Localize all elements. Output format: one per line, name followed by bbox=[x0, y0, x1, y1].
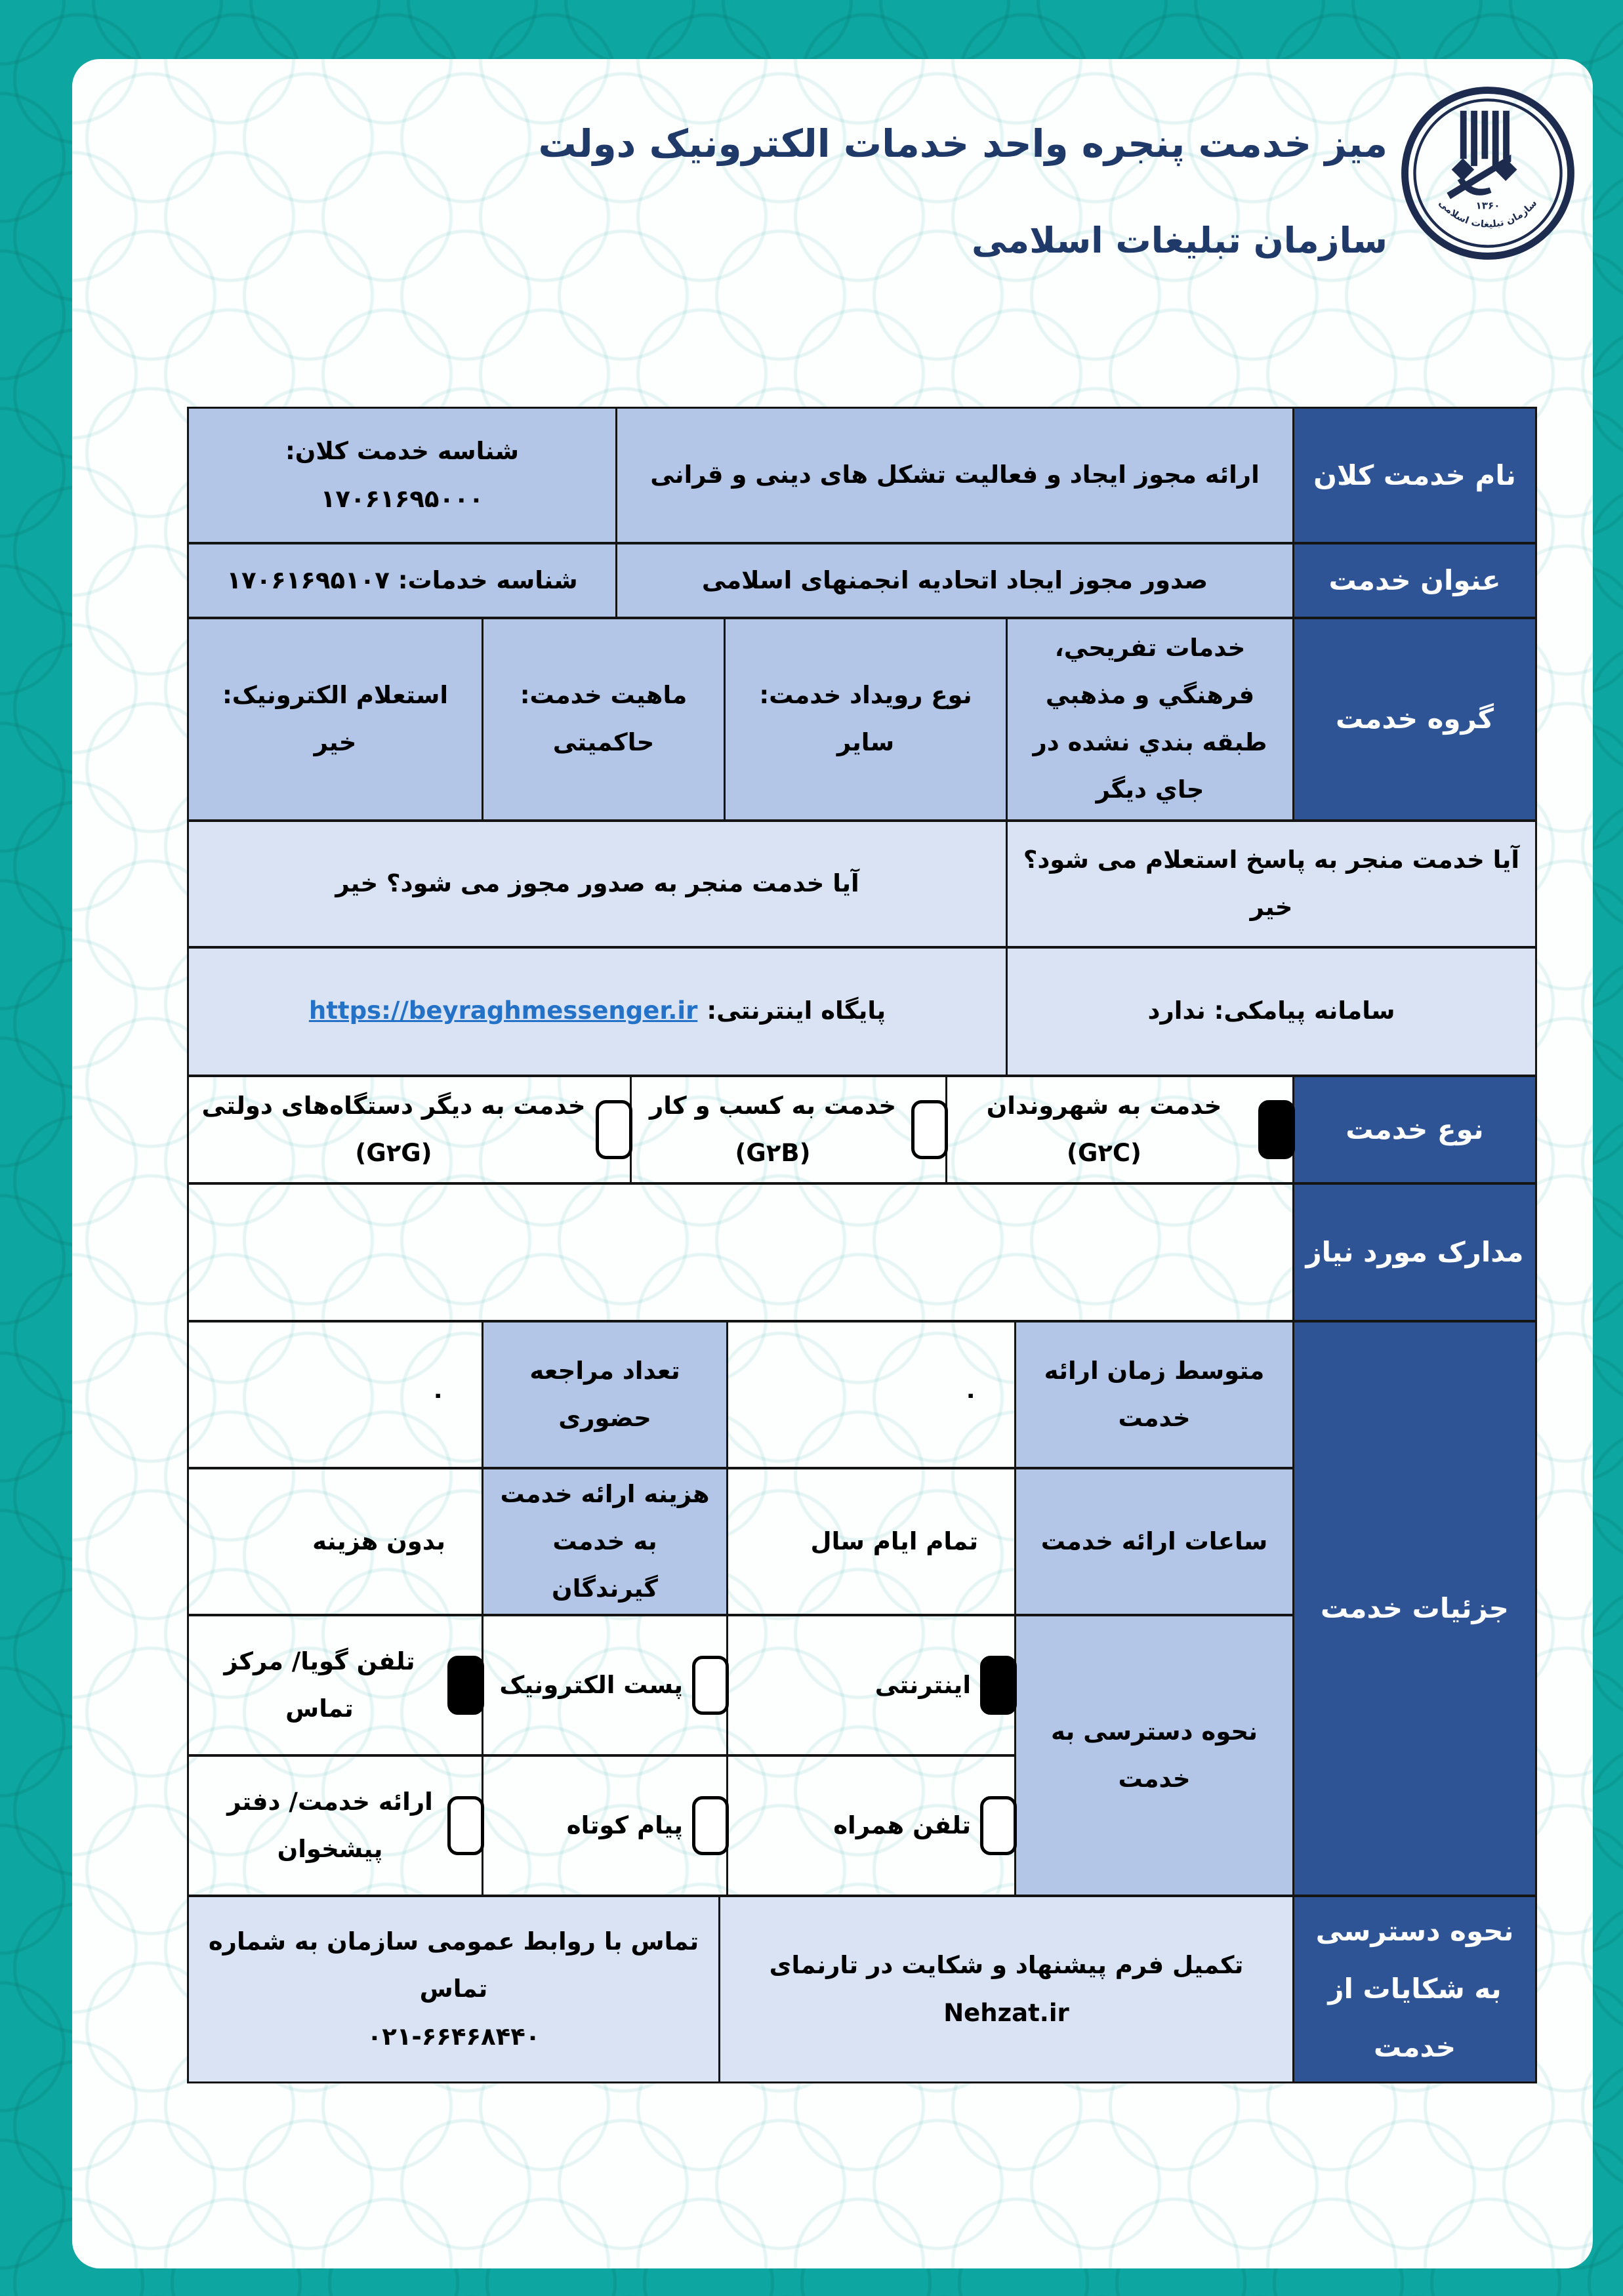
complaints-phone bbox=[189, 1897, 718, 2081]
cost-value: بدون هزینه bbox=[312, 1527, 445, 1556]
access-options bbox=[189, 1616, 1014, 1895]
internet-label: اینترنتی bbox=[874, 1671, 971, 1700]
visits-value: ۰ bbox=[430, 1380, 445, 1408]
page-title: میز خدمت پنجره واحد خدمات الکترونیک دولت bbox=[538, 121, 1387, 166]
service-group-category: خدمات تفریحي، فرهنگي و مذهبي طبقه بندي نشده در جاي دیگر bbox=[1006, 619, 1292, 819]
row-macro-service bbox=[189, 409, 1535, 542]
avg-time-label: متوسط زمان ارائه خدمت bbox=[1014, 1322, 1292, 1467]
service-nature-label: ماهیت خدمت: bbox=[520, 681, 688, 710]
g2b-label: خدمت به کسب و کار (G۲B) bbox=[649, 1091, 897, 1167]
inquiry-question: آیا خدمت منجر به پاسخ استعلام می شود؟ خیر bbox=[1006, 822, 1535, 946]
required-documents-content bbox=[189, 1185, 1292, 1320]
access-option-counter bbox=[189, 1757, 482, 1895]
logo-arc-text: سازمان تبلیغات اسلامی bbox=[1436, 197, 1540, 230]
g2g-label: خدمت به دیگر دستگاه‌های دولتی (G۲G) bbox=[201, 1091, 586, 1167]
hours-label: ساعات ارائه خدمت bbox=[1014, 1469, 1292, 1614]
org-title: سازمان تبلیغات اسلامی bbox=[972, 220, 1387, 261]
organization-logo-icon bbox=[1399, 76, 1577, 270]
email-checkbox[interactable] bbox=[692, 1656, 729, 1715]
service-details-body bbox=[189, 1322, 1292, 1895]
access-option-email bbox=[482, 1616, 726, 1754]
service-group-label: گروه خدمت bbox=[1292, 619, 1535, 819]
complaints-phone-text: تماس با روابط عمومی سازمان به شماره تماس bbox=[208, 1927, 699, 2003]
electronic-inquiry bbox=[189, 619, 482, 819]
macro-service-id: شناسه خدمت کلان: ۱۷۰۶۱۶۹۵۰۰۰ bbox=[189, 409, 615, 542]
service-info-table bbox=[187, 407, 1537, 2083]
row-sms-website bbox=[189, 946, 1535, 1075]
rows-access-methods bbox=[189, 1614, 1292, 1895]
required-documents-label: مدارک مورد نیاز bbox=[1292, 1185, 1535, 1320]
mobile-checkbox[interactable] bbox=[980, 1796, 1017, 1855]
page-card bbox=[72, 59, 1593, 2268]
access-method-label: نحوه دسترسی به خدمت bbox=[1014, 1616, 1292, 1895]
complaints-online: تکمیل فرم پیشنهاد و شکایت در تارنمای Nehzat.ir bbox=[718, 1897, 1292, 2081]
row-service-title bbox=[189, 542, 1535, 617]
row-complaints bbox=[189, 1895, 1535, 2081]
sms-system: سامانه پیامکی: ندارد bbox=[1006, 949, 1535, 1075]
ivr-label: تلفن گویا/ مرکز تماس bbox=[224, 1647, 415, 1723]
website-label: پایگاه اینترنتی: bbox=[707, 996, 886, 1025]
macro-service-name: ارائه مجوز ایجاد و فعالیت تشکل های دینی و قرانی bbox=[615, 409, 1292, 542]
complaints-label: نحوه دسترسی به شکایات از خدمت bbox=[1292, 1897, 1535, 2081]
service-event-type-value: سایر bbox=[836, 728, 895, 757]
email-label: پست الکترونیک bbox=[499, 1671, 683, 1700]
header bbox=[538, 121, 1387, 261]
counter-checkbox[interactable] bbox=[447, 1796, 484, 1855]
service-type-option-g2g bbox=[189, 1077, 630, 1182]
website-link[interactable]: https://beyraghmessenger.ir bbox=[308, 996, 698, 1025]
row-avg-time bbox=[189, 1322, 1292, 1467]
cost-label: هزینه ارائه خدمت به خدمت گیرندگان bbox=[482, 1469, 726, 1614]
website-cell bbox=[189, 949, 1006, 1075]
service-title-label: عنوان خدمت bbox=[1292, 544, 1535, 617]
row-required-documents bbox=[189, 1182, 1535, 1320]
electronic-inquiry-label: استعلام الکترونیک: bbox=[222, 681, 449, 710]
service-nature-value: حاکمیتی bbox=[552, 728, 655, 757]
ivr-checkbox[interactable] bbox=[447, 1656, 484, 1715]
counter-label: ارائه خدمت/ دفتر پیشخوان bbox=[227, 1788, 433, 1864]
macro-service-label: نام خدمت کلان bbox=[1292, 409, 1535, 542]
mobile-label: تلفن همراه bbox=[833, 1811, 971, 1840]
sms-checkbox[interactable] bbox=[692, 1796, 729, 1855]
kufic-allah-mark bbox=[1447, 111, 1517, 199]
avg-time-value: ۰ bbox=[726, 1322, 1014, 1467]
service-event-type bbox=[724, 619, 1006, 819]
g2b-checkbox[interactable] bbox=[911, 1100, 948, 1159]
access-option-sms bbox=[482, 1757, 726, 1895]
electronic-inquiry-value: خیر bbox=[314, 728, 357, 757]
complaints-phone-number: ۰۲۱-۶۶۴۶۸۴۴۰ bbox=[367, 2022, 541, 2051]
visits-label: تعداد مراجعه حضوری bbox=[482, 1322, 726, 1467]
access-options-row1 bbox=[189, 1616, 1014, 1754]
access-options-row2 bbox=[189, 1754, 1014, 1895]
service-title-name: صدور مجوز ایجاد اتحادیه انجمنهای اسلامی bbox=[615, 544, 1292, 617]
logo-year: ۱۳۶۰ bbox=[1475, 199, 1500, 212]
row-service-type bbox=[189, 1075, 1535, 1182]
service-type-option-g2c bbox=[945, 1077, 1292, 1182]
service-title-id: شناسه خدمات: ۱۷۰۶۱۶۹۵۱۰۷ bbox=[189, 544, 615, 617]
access-option-internet bbox=[726, 1616, 1014, 1754]
section-service-details bbox=[189, 1320, 1535, 1895]
service-nature bbox=[482, 619, 724, 819]
access-option-mobile bbox=[726, 1757, 1014, 1895]
g2g-checkbox[interactable] bbox=[596, 1100, 632, 1159]
service-event-type-label: نوع رویداد خدمت: bbox=[759, 681, 972, 710]
sms-label: پیام کوتاه bbox=[566, 1811, 683, 1840]
license-question: آیا خدمت منجر به صدور مجوز می شود؟ خیر bbox=[189, 822, 1006, 946]
row-service-group bbox=[189, 617, 1535, 819]
service-type-option-g2b bbox=[630, 1077, 945, 1182]
row-hours-cost bbox=[189, 1467, 1292, 1614]
access-option-ivr bbox=[189, 1616, 482, 1754]
service-type-label: نوع خدمت bbox=[1292, 1077, 1535, 1182]
g2c-checkbox[interactable] bbox=[1258, 1100, 1295, 1159]
service-details-label: جزئیات خدمت bbox=[1292, 1322, 1535, 1895]
hours-value: تمام ایام سال bbox=[726, 1469, 1014, 1614]
internet-checkbox[interactable] bbox=[980, 1656, 1017, 1715]
row-inquiry-questions bbox=[189, 819, 1535, 946]
g2c-label: خدمت به شهروندان (G۲C) bbox=[986, 1091, 1222, 1167]
